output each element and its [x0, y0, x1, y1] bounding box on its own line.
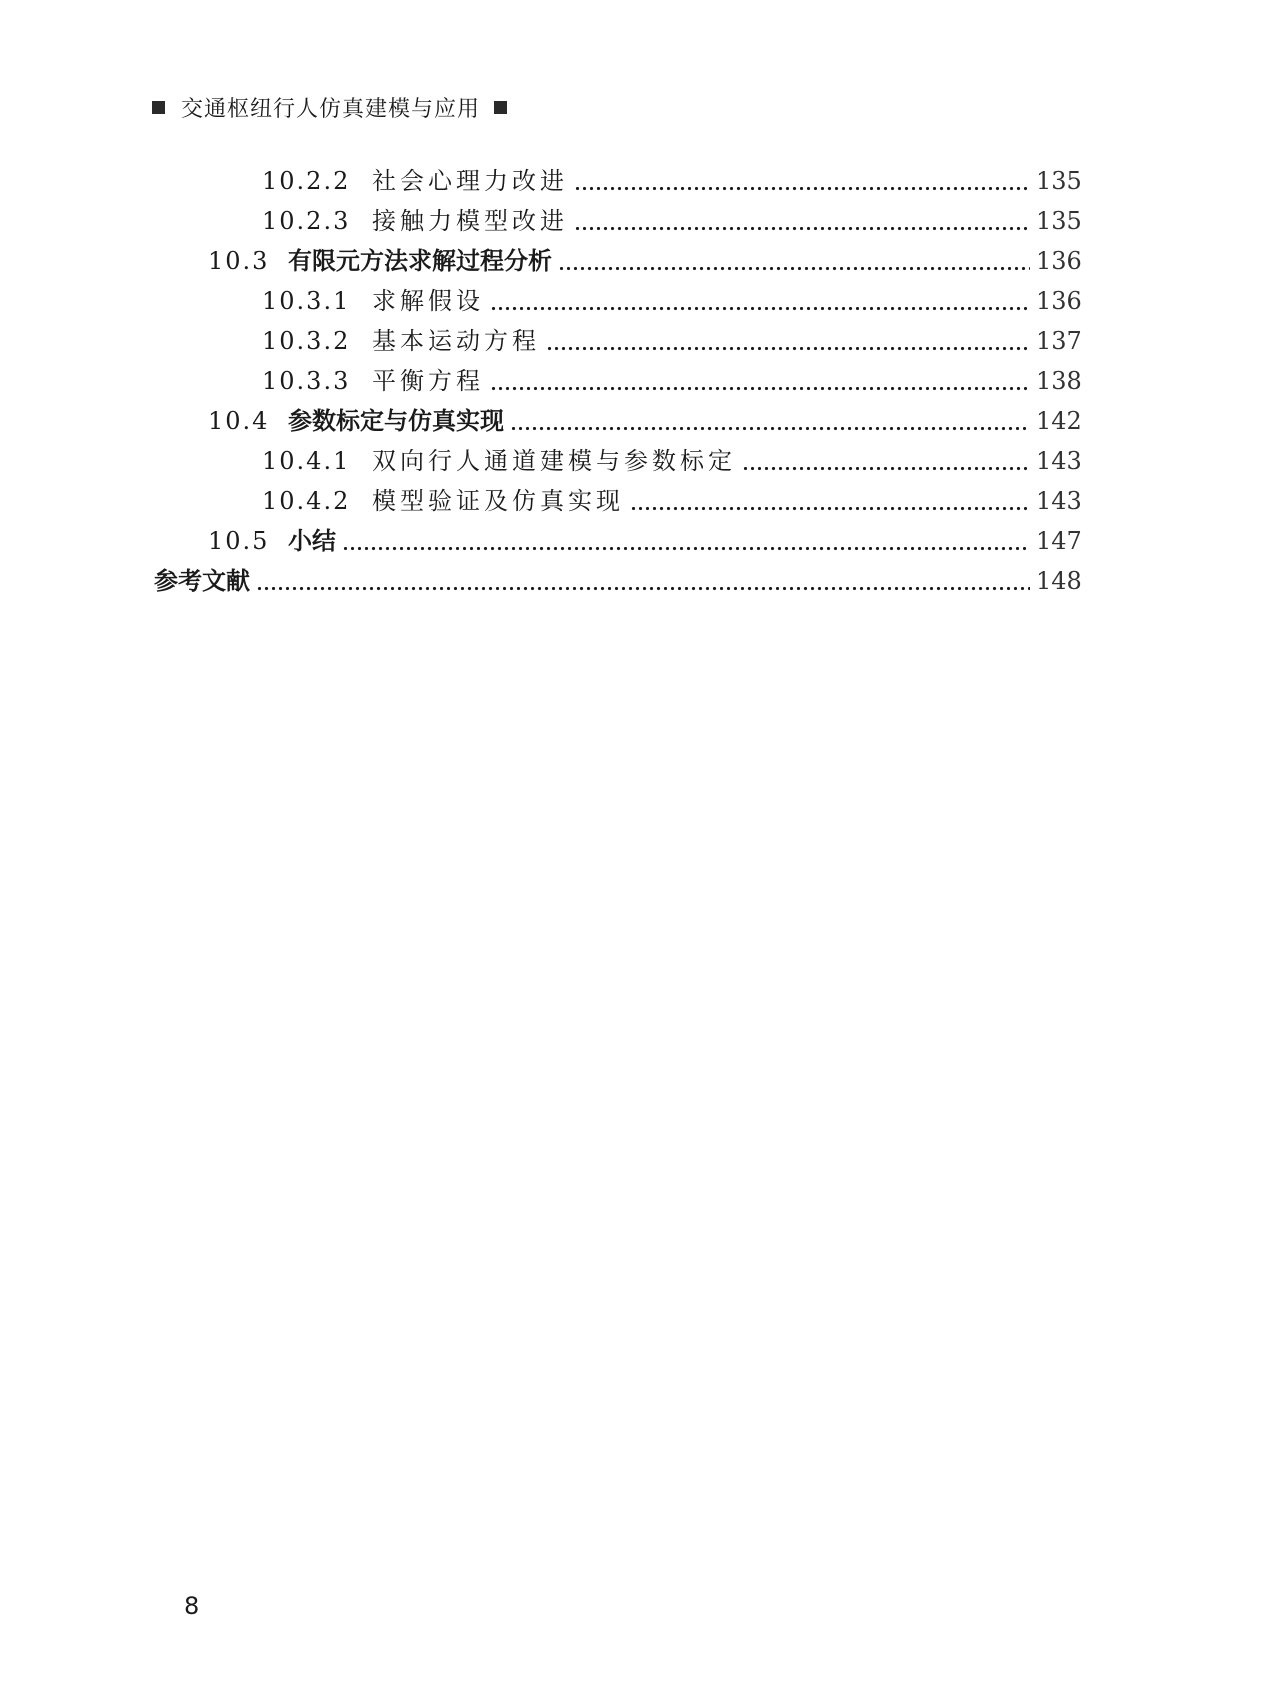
toc-entry-number: 10.3 [208, 247, 270, 275]
dot-leader [342, 521, 1030, 561]
toc-entry[interactable] [0, 201, 1268, 241]
toc-entry[interactable] [0, 161, 1268, 201]
toc-entry-title: 基本运动方程 [372, 327, 540, 355]
toc-entry-number: 10.4.1 [262, 447, 351, 475]
toc-entry-title: 模型验证及仿真实现 [372, 487, 624, 515]
toc-entry-page: 143 [1036, 487, 1082, 515]
toc-entry-page: 136 [1036, 247, 1082, 275]
toc-entry-page: 148 [1036, 567, 1082, 595]
toc-entry-number: 10.2.2 [262, 167, 351, 195]
toc-entry-title: 小结 [288, 527, 336, 555]
toc-entry[interactable] [0, 241, 1268, 281]
toc-entry[interactable] [0, 361, 1268, 401]
dot-leader [546, 321, 1030, 361]
toc-entry-number: 10.3.1 [262, 287, 351, 315]
toc-entry-number: 10.5 [208, 527, 270, 555]
dot-leader [490, 281, 1030, 321]
dot-leader [256, 561, 1030, 601]
dot-leader [490, 361, 1030, 401]
toc-entry[interactable] [0, 321, 1268, 361]
toc-entry-number: 10.3.3 [262, 367, 351, 395]
toc-entry-number: 10.4 [208, 407, 270, 435]
dot-leader [574, 161, 1030, 201]
toc-entry-title: 双向行人通道建模与参数标定 [372, 447, 736, 475]
toc-entry[interactable] [0, 281, 1268, 321]
toc-entry-title: 社会心理力改进 [372, 167, 568, 195]
toc-entry[interactable] [0, 561, 1268, 601]
toc-entry-page: 147 [1036, 527, 1082, 555]
toc-entry-number: 10.3.2 [262, 327, 351, 355]
toc-entry-page: 135 [1036, 207, 1082, 235]
toc-entry-title: 有限元方法求解过程分析 [288, 247, 552, 275]
dot-leader [630, 481, 1030, 521]
toc-entry-page: 143 [1036, 447, 1082, 475]
toc-entry-number: 10.4.2 [262, 487, 351, 515]
toc-entry-page: 136 [1036, 287, 1082, 315]
dot-leader [510, 401, 1030, 441]
toc-entry-title: 平衡方程 [372, 367, 484, 395]
toc-entry[interactable] [0, 441, 1268, 481]
book-title: 交通枢纽行人仿真建模与应用 [181, 96, 481, 122]
toc-entry-page: 138 [1036, 367, 1082, 395]
running-header [152, 92, 507, 122]
toc-entry[interactable] [0, 521, 1268, 561]
toc-entry-title: 参考文献 [154, 567, 250, 595]
toc-entry-page: 142 [1036, 407, 1082, 435]
toc-entry-page: 135 [1036, 167, 1082, 195]
square-bullet-icon [152, 101, 165, 114]
toc-entry-number: 10.2.3 [262, 207, 351, 235]
toc-entry-title: 求解假设 [372, 287, 484, 315]
toc-entry[interactable] [0, 401, 1268, 441]
toc-entry-title: 参数标定与仿真实现 [288, 407, 504, 435]
toc-entry[interactable] [0, 481, 1268, 521]
toc-entry-page: 137 [1036, 327, 1082, 355]
dot-leader [574, 201, 1030, 241]
page-number: 8 [184, 1592, 200, 1620]
toc-entry-title: 接触力模型改进 [372, 207, 568, 235]
dot-leader [742, 441, 1030, 481]
dot-leader [558, 241, 1030, 281]
square-bullet-icon [494, 101, 507, 114]
